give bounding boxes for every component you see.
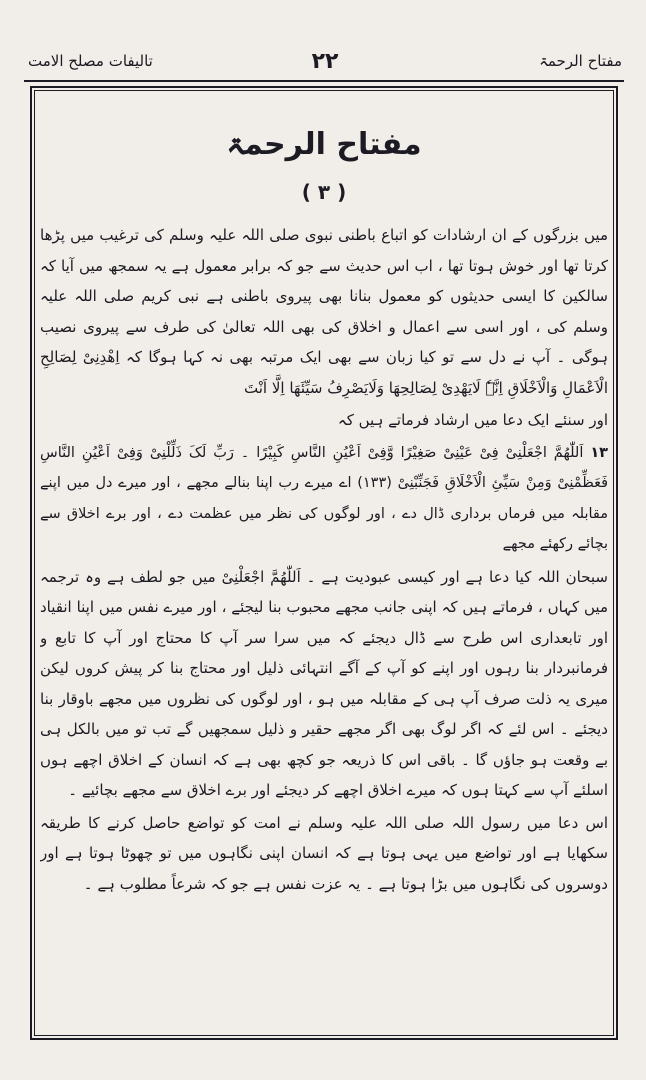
- page-header: [28, 44, 622, 78]
- body-paragraph: اس دعا میں رسول اللہ صلی اللہ علیہ وسلم نے امت کو تواضع حاصل کرنے کا طریقہ سکھایا ہے اور تواضع میں یہی ہوتا ہے کہ انسان اپنی نگاہوں میں تو چھوٹا ہوتا ہے اور دوسروں کی نگاہوں میں بڑا ہوتا ہے ۔ یہ عزت نفس ہے جو کہ شرعاً مطلوب ہے ۔: [40, 813, 608, 893]
- body-paragraph: میں بزرگوں کے ان ارشادات کو اتباع باطنی نبوی صلی اللہ علیہ وسلم کی ترغیب میں پڑھا کرتا تھا اور خوش ہوتا تھا ، اب اس حدیث سے جو کہ برابر معمول ہے یہ سمجھ میں آیا کہ سالکین کا ایسی حدیثوں کو معمول بنانا بھی پیروی باطنی ہے نبی کریم صلی اللہ علیہ وسلم کی ، اور اسی سے اعمال و اخلاق کی بھی اللہ تعالیٰ کی طرف سے پیروی نصیب ہوگی ۔ آپ نے دل سے تو کیا زبان سے بھی ایک مرتبہ بھی نہ کہا ہوگا کہ اِھْدِنِیْ لِصَالِحِ الْاَعْمَالِ وَالْاَخْلَاقِ اِنَّہٗ لَایَھْدِیْ لِصَالِحِھَا وَلَایَصْرِفُ سَیِّئَھَا اِلَّا اَنْتَ: [40, 226, 608, 397]
- dua-translation-ref: (۱۳۳): [357, 475, 392, 491]
- header-rule: [24, 80, 624, 82]
- body-paragraph: اور سنئے ایک دعا میں ارشاد فرماتے ہیں کہ: [337, 411, 608, 429]
- page-title: مفتاح الرحمۃ: [226, 127, 422, 162]
- page-number: ۲۲: [311, 48, 339, 74]
- dua-block: [40, 438, 608, 560]
- body-paragraph: سبحان اللہ کیا دعا ہے اور کیسی عبودیت ہے ۔ اَللّٰھُمَّ اجْعَلْنِیْ میں جو لطف ہے وہ ترجمہ میں کہاں ، فرماتے ہیں کہ اپنی جانب مجھے محبوب بنا لیجئے ، اور میرے نفس میں اپنا انقیاد اور تابعداری اس طرح سے ڈال دیجئے کہ میں سرا سر آپ کا محتاج اور آپ کا تابع و فرمانبردار بنا رہوں اور اپنے کو آپ کے آگے انتہائی ذلیل اور محتاج بنا کر پیش کروں لیکن میری یہ ذلت صرف آپ ہی کے مقابلہ میں ہو ، اور لوگوں کی نظروں میں مجھے باوقار بنا دیجئے ۔ اس لئے کہ اگر لوگ بھی اگر مجھے حقیر و ذلیل سمجھیں گے تب تو میں بالکل ہی بے وقعت ہو جاؤں گا ۔ باقی اس کا ذریعہ جو کچھ بھی ہے کہ انسان کے اخلاق اچھے ہوں اسلئے آپ سے کہتا ہوں کہ میرے اخلاق اچھے کر دیجئے اور برے اخلاق سے مجھے بچائیے ۔: [40, 567, 608, 799]
- dua-arabic-text: اَللّٰھُمَّ اجْعَلْنِیْ فِیْ عَیْنِیْ صَغِیْرًا وَّفِیْ اَعْیُنِ النَّاسِ کَبِیْرًا ۔ رَبِّ لَکَ ذَلِّلْنِیْ وَفِیْ اَعْیُنِ النَّاسِ فَعَظِّمْنِیْ وَمِنْ سَیِّئِ الْاَخْلَاقِ فَجَنِّبْنِیْ: [40, 444, 608, 491]
- header-book-title: مفتاح الرحمۃ: [539, 52, 622, 70]
- dua-number: ۱۳: [590, 444, 608, 461]
- dua-translation: اے میرے رب اپنا بنالے مجھے ، اور میرے دل میں اپنے مقابلہ میں فرماں برداری ڈال دے ، اور لوگوں کی نظر میں عظمت دے ، اور برے اخلاق سے بچائے رکھئے مجھے: [40, 475, 608, 552]
- header-book-series: تالیفات مصلح الامت: [28, 52, 153, 70]
- chapter-number: ( ۳ ): [301, 180, 347, 204]
- page-content: [40, 108, 608, 1024]
